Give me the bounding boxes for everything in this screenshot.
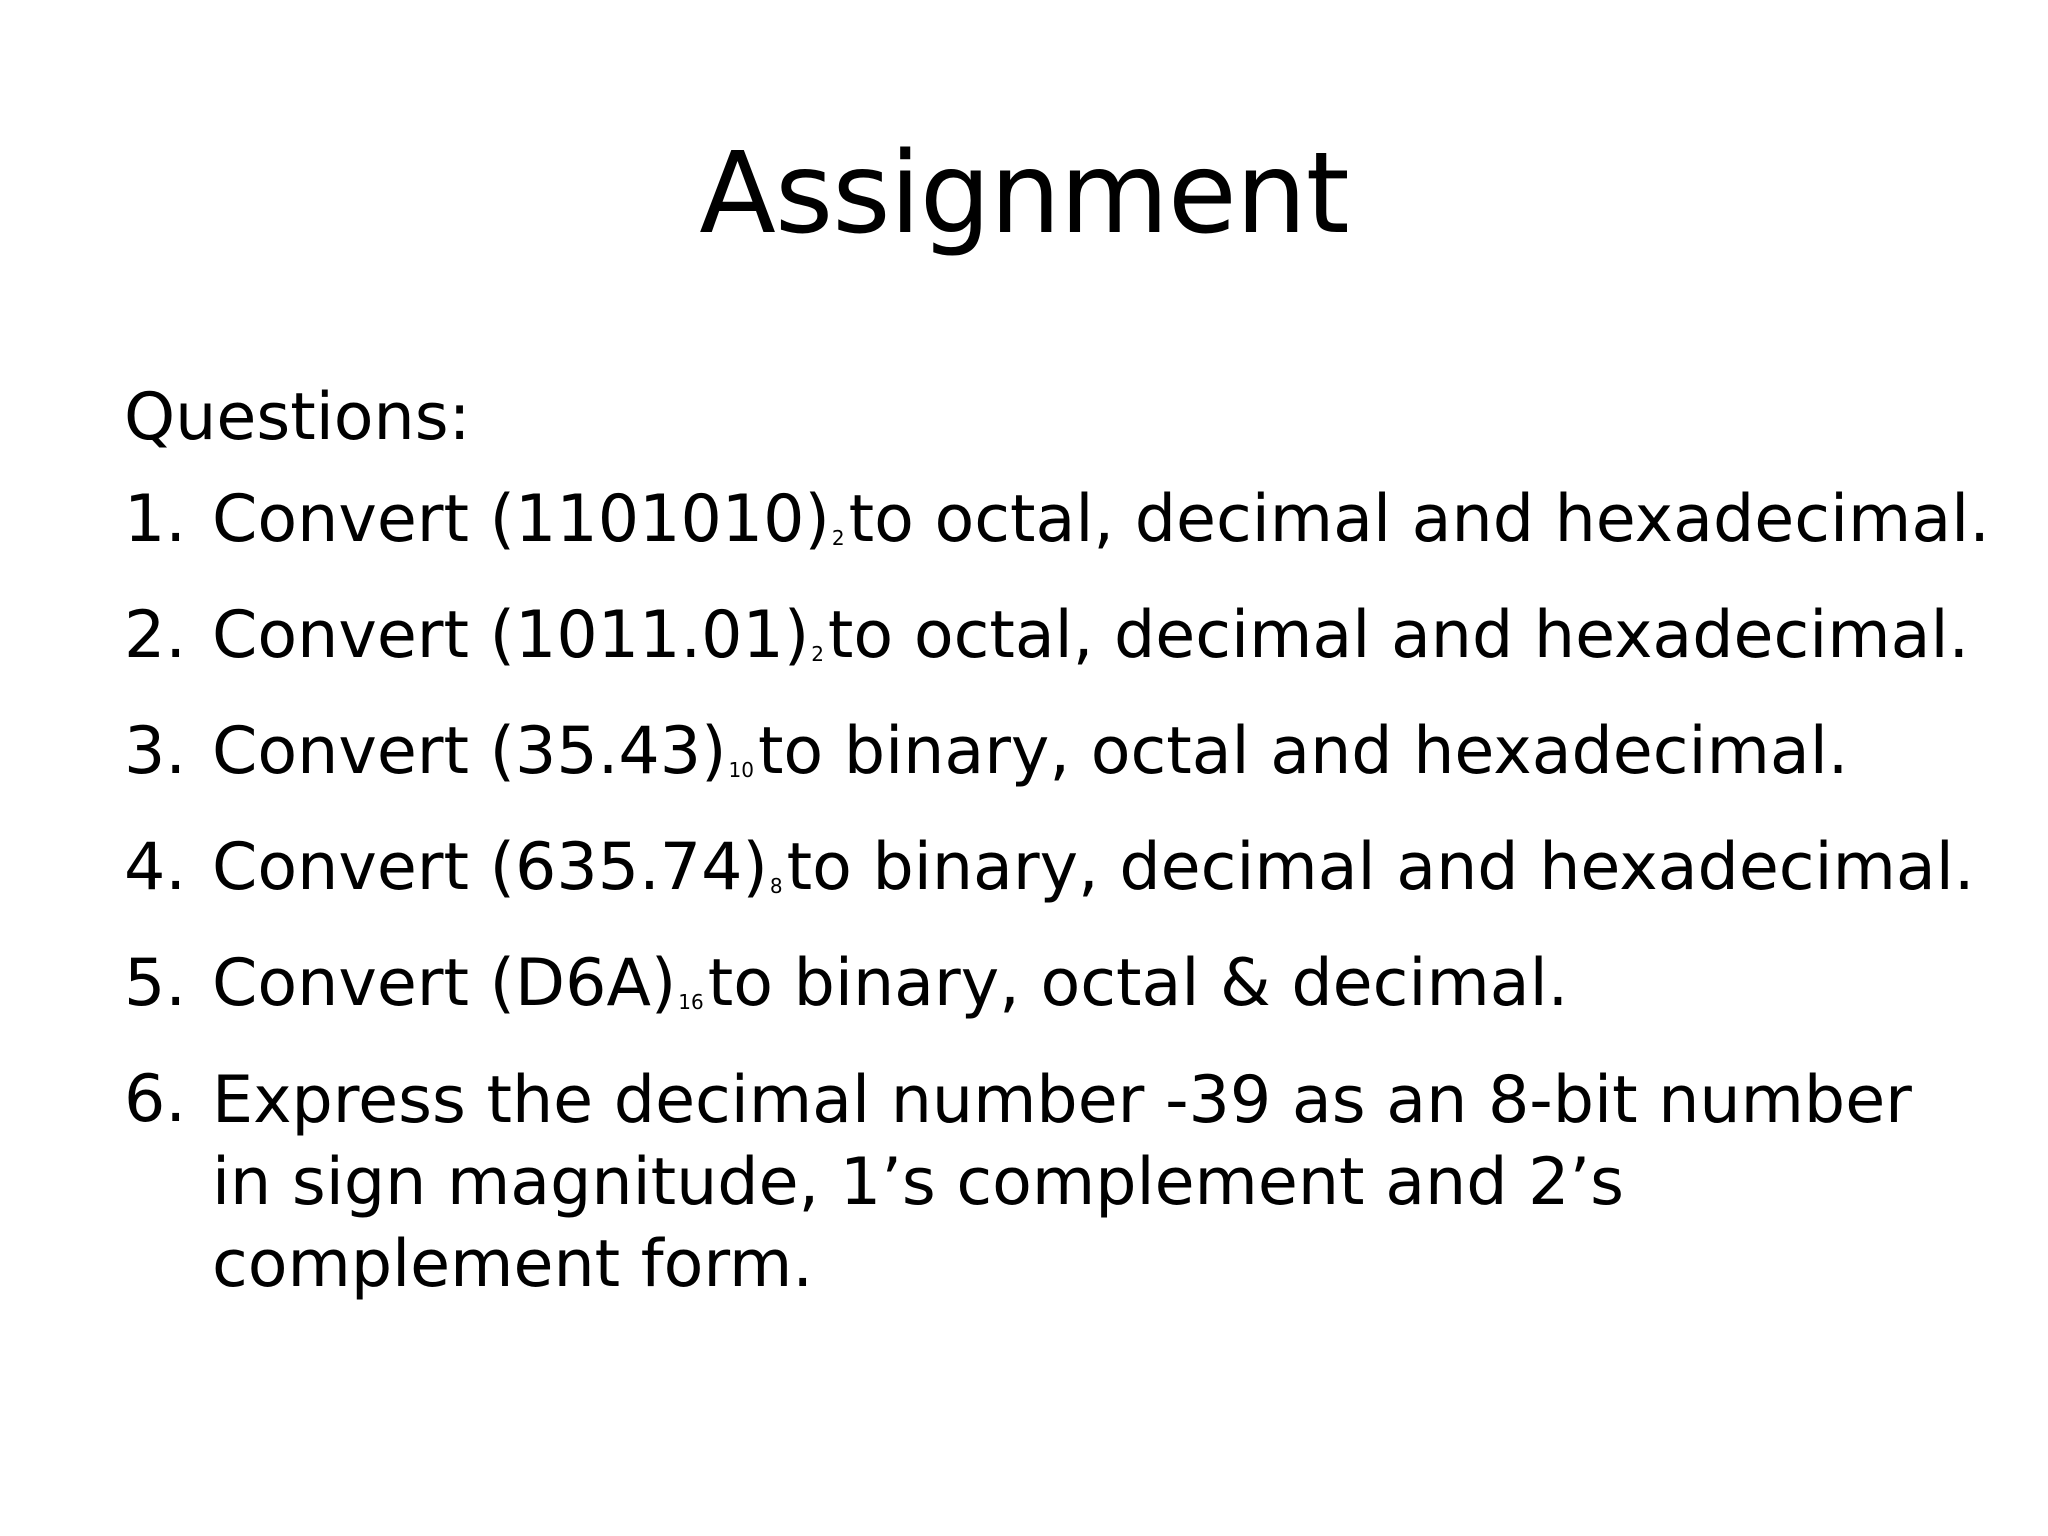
question-item [124,1060,1984,1306]
question-text [212,596,1984,690]
question-text [212,828,1984,922]
question-number: 3. [124,714,187,789]
question-number-value: Convert (1011.01) [212,598,810,673]
question-text: Express the decimal number -39 as an 8-bit number in sign magnitude, 1’s complement and 2’s complement form. [212,1063,1912,1302]
question-number: 4. [124,830,187,905]
number-base-subscript: 8 [769,874,783,898]
number-base-subscript: 10 [728,758,754,782]
number-base-subscript: 16 [678,990,704,1014]
question-item [124,828,1984,922]
question-number: 2. [124,598,187,673]
question-number: 1. [124,482,187,557]
question-item [124,480,1990,574]
question-item [124,596,1984,690]
question-instruction: to binary, decimal and hexadecimal. [786,830,1975,905]
number-base-subscript: 2 [811,642,824,666]
question-number-value: Convert (35.43) [212,714,727,789]
question-number-value: Convert (635.74) [212,830,768,905]
number-base-subscript: 2 [831,526,845,550]
question-number-value: Convert (D6A) [212,946,677,1021]
question-instruction: to octal, decimal and hexadecimal. [827,598,1970,673]
question-number: 5. [124,946,187,1021]
question-instruction: to binary, octal and hexadecimal. [757,714,1849,789]
question-text [212,944,1984,1038]
slide-title: Assignment [699,129,1349,259]
question-item [124,712,1984,806]
question-instruction: to octal, decimal and hexadecimal. [848,482,1990,557]
questions-heading: Questions: [124,380,471,455]
slide-body [124,378,1990,1328]
question-text [212,712,1984,806]
question-item [124,944,1984,1038]
question-instruction: to binary, octal & decimal. [707,946,1569,1021]
question-text [212,480,1990,574]
question-number-value: Convert (1101010) [212,482,830,557]
question-number: 6. [124,1062,187,1137]
